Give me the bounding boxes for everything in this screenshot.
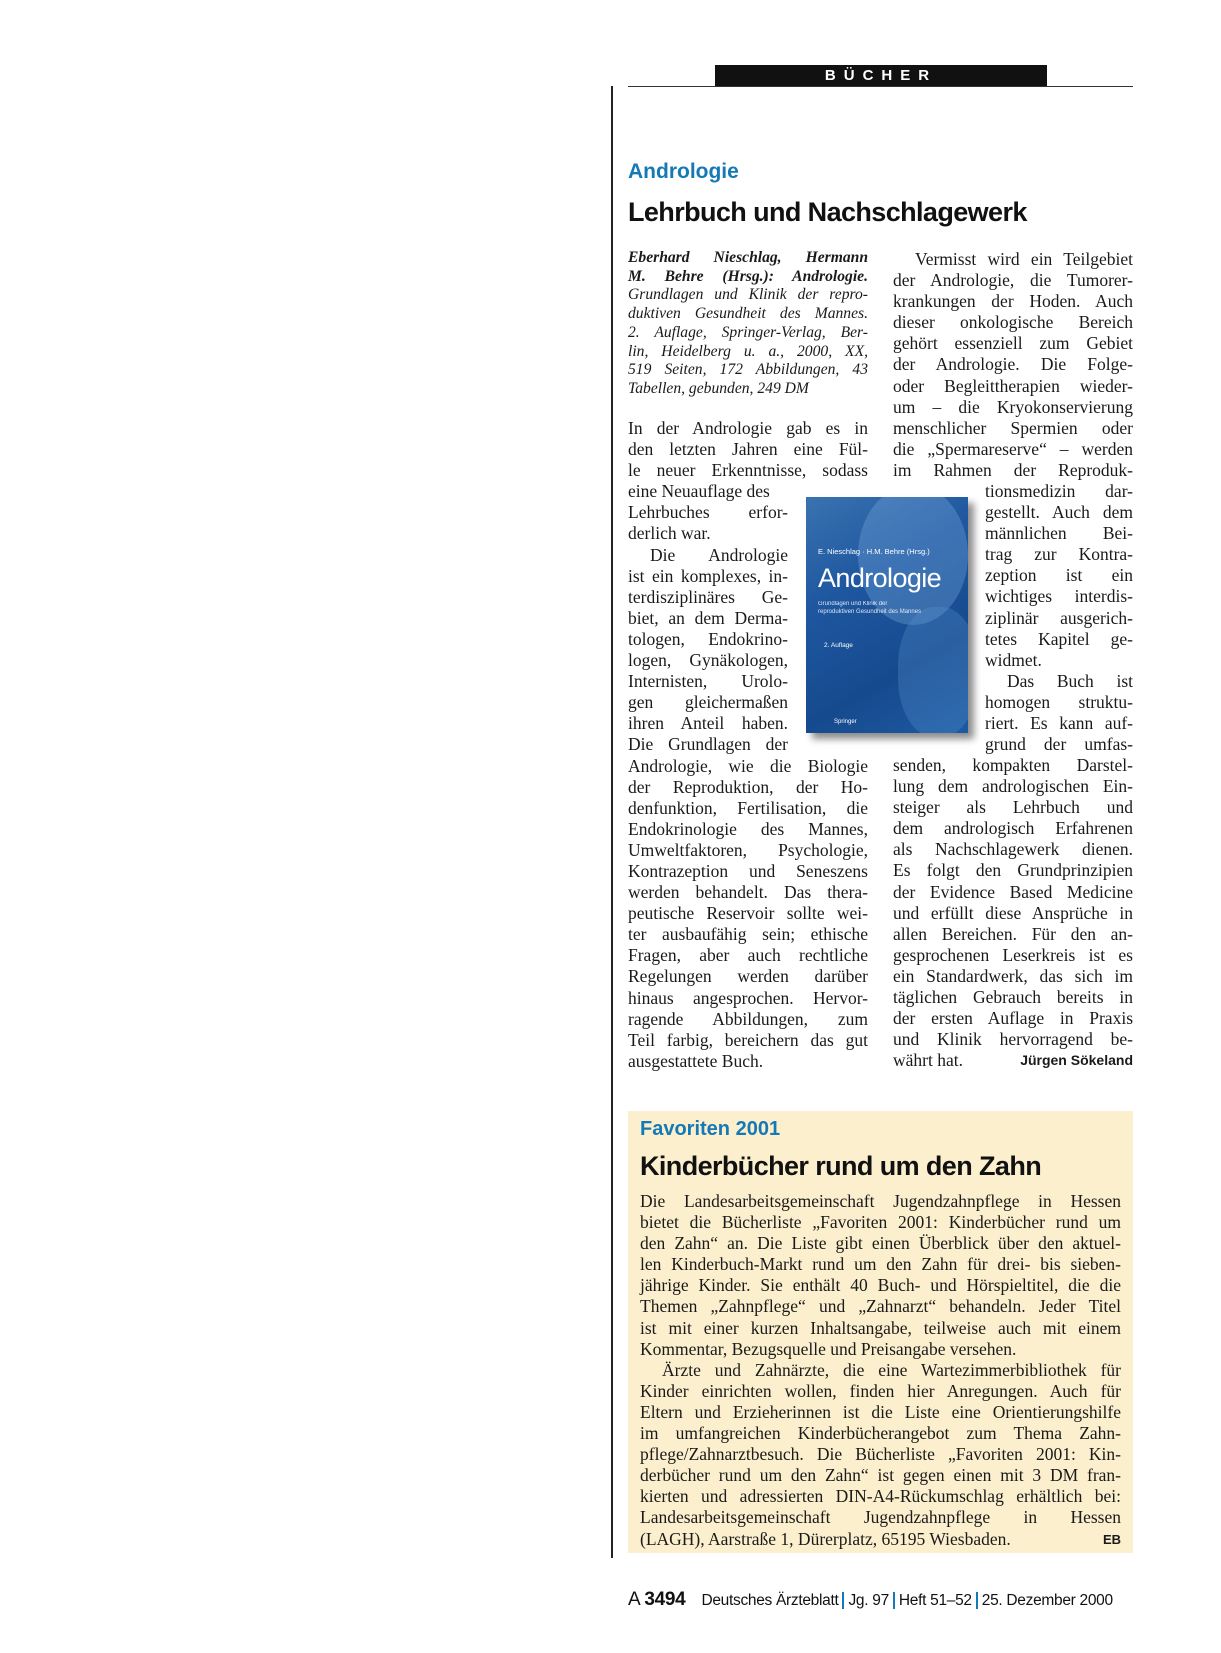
article-author: Jürgen Sökeland	[1020, 1052, 1133, 1069]
body-line: Themen „Zahnpflege“ und „Zahnarzt“ behandeln. Jeder Titel	[640, 1296, 1121, 1317]
body-line: der Reproduktion, der Ho-	[628, 776, 868, 797]
body-line: Es folgt den Grundprinzipien	[893, 860, 1133, 881]
body-line: der Evidence Based Medicine	[893, 881, 1133, 902]
body-line: Internisten, Urolo-	[628, 671, 788, 692]
body-line: Die Grundlagen der	[628, 734, 788, 755]
body-line: ist ein komplexes, in-	[628, 565, 788, 586]
body-line: len Kinderbuch-Markt rund um den Zahn für drei- bis sieben-	[640, 1254, 1121, 1275]
body-line: der Andrologie. Die Folge-	[893, 354, 1133, 375]
signature-line	[640, 1529, 1121, 1550]
body-line: homogen struktu-	[985, 691, 1133, 712]
body-line: währt hat.	[893, 1050, 963, 1071]
body-line: terdisziplinäres Ge-	[628, 586, 788, 607]
cover-title: Andrologie	[818, 563, 942, 593]
body-line: Fragen, aber auch rechtliche	[628, 945, 868, 966]
body-line: hinaus angesprochen. Hervor-	[628, 987, 868, 1008]
body-line: Teil farbig, bereichern das gut	[628, 1029, 868, 1050]
body-line: gestellt. Auch dem	[985, 502, 1133, 523]
body-line: trag zur Kontra-	[985, 544, 1133, 565]
body-line: kierten und adressierten DIN-A4-Rückumschlag erhältlich bei:	[640, 1486, 1121, 1507]
body-line: Lehrbuches erfor-	[628, 502, 788, 523]
box-body	[640, 1191, 1121, 1550]
body-line: Die Andrologie	[650, 544, 788, 565]
body-line: In der Andrologie gab es in	[628, 418, 868, 438]
body-line: senden, kompakten Darstel-	[893, 755, 1133, 775]
body-line: täglichen Gebrauch bereits in	[893, 987, 1133, 1008]
body-line: ausgestattete Buch.	[628, 1050, 764, 1071]
body-line: widmet.	[985, 649, 1042, 670]
section-tag: BÜCHER	[715, 65, 1047, 86]
body-line: lung dem andrologischen Ein-	[893, 776, 1133, 797]
footer-separator	[842, 1592, 844, 1609]
book-reference	[628, 249, 868, 399]
body-line: die „Spermareserve“ – werden	[893, 438, 1133, 459]
body-line: steiger als Lehrbuch und	[893, 797, 1133, 818]
body-line: jährige Kinder. Sie enthält 40 Buch- und Hörspieltitel, die die	[640, 1275, 1121, 1296]
body-line: tetes Kapitel ge-	[985, 628, 1133, 649]
body-line: Umweltfaktoren, Psychologie,	[628, 839, 868, 860]
cover-decoration	[898, 607, 968, 733]
body-line: biet, an dem Derma-	[628, 607, 788, 628]
body-line: ragende Abbildungen, zum	[628, 1008, 868, 1029]
body-line: dieser onkologische Bereich	[893, 312, 1133, 333]
reference-line: Grundlagen und Klinik der repro-	[628, 286, 868, 304]
body-line: tionsmedizin dar-	[985, 481, 1133, 501]
body-line: ziplinär ausgerich-	[985, 607, 1133, 628]
body-line: riert. Es kann auf-	[985, 713, 1133, 734]
journal-volume: Jg. 97	[848, 1592, 889, 1609]
body-line: ein Standardwerk, das sich im	[893, 965, 1133, 986]
body-line: den Zahn“ an. Die Liste gibt einen Überblick über den aktuel-	[640, 1233, 1121, 1254]
body-line: denfunktion, Fertilisation, die	[628, 797, 868, 818]
body-line: wichtiges interdis-	[985, 586, 1133, 607]
body-line: le neuer Erkenntnisse, sodass	[628, 460, 868, 481]
body-line: Andrologie, wie die Biologie	[628, 755, 868, 776]
body-line: Kontrazeption und Seneszens	[628, 860, 868, 881]
cover-authors: E. Nieschlag · H.M. Behre (Hrsg.)	[818, 547, 930, 556]
body-line: eine Neuauflage des	[628, 481, 770, 502]
body-line: Vermisst wird ein Teilgebiet	[915, 249, 1133, 269]
article-column-2-narrow	[985, 481, 1133, 755]
box-author: EB	[1102, 1531, 1121, 1547]
issue-date: 25. Dezember 2000	[981, 1592, 1113, 1609]
signature-line	[893, 1050, 1133, 1071]
body-line: peutische Reservoir sollte wei-	[628, 903, 868, 924]
header-rule	[628, 86, 1133, 87]
body-line: logen, Gynäkologen,	[628, 650, 788, 671]
page-footer	[628, 1589, 1133, 1611]
book-cover-image	[806, 497, 968, 733]
body-line: (LAGH), Aarstraße 1, Dürerplatz, 65195 Wiesbaden.	[640, 1528, 1011, 1549]
box-kicker: Favoriten 2001	[640, 1118, 781, 1140]
body-line: ist mit einer kurzen Inhaltsangabe, teilweise auch mit einem	[640, 1317, 1121, 1338]
body-line: im Rahmen der Reproduk-	[893, 459, 1133, 480]
body-line: ihren Anteil haben.	[628, 713, 788, 734]
body-line: gesprochenen Leserkreis ist es	[893, 944, 1133, 965]
body-line: Landesarbeitsgemeinschaft Jugendzahnpflege in Hessen	[640, 1507, 1121, 1528]
body-line: ter ausbaufähig sein; ethische	[628, 924, 868, 945]
reference-line: M. Behre (Hrsg.): Andrologie.	[628, 267, 868, 285]
journal-name: Deutsches Ärzteblatt	[701, 1592, 839, 1609]
footer-separator	[976, 1592, 978, 1609]
body-line: um – die Kryokonservierung	[893, 396, 1133, 417]
article-column-2-bottom	[893, 755, 1133, 1071]
body-line: Kommentar, Bezugsquelle und Preisangabe versehen.	[640, 1338, 1017, 1359]
column-rule-vertical	[611, 86, 613, 1558]
body-line: Eltern und Erzieherinnen ist die Liste eine Orientierungshilfe	[640, 1401, 1121, 1422]
info-box	[628, 1111, 1133, 1553]
body-line: Endokrinologie des Mannes,	[628, 818, 868, 839]
cover-edition: 2. Auflage	[824, 642, 853, 649]
body-line: im umfangreichen Kinderbücherangebot zum Thema Zahn-	[640, 1423, 1121, 1444]
reference-line: 2. Auflage, Springer-Verlag, Ber-	[628, 323, 868, 341]
cover-subtitle: Grundlagen und Klinik der reproduktiven Gesundheit des Mannes	[818, 601, 922, 615]
body-line: der Andrologie, die Tumorer-	[893, 270, 1133, 291]
article-kicker: Andrologie	[628, 160, 739, 183]
body-line: Regelungen werden darüber	[628, 966, 868, 987]
reference-line: lin, Heidelberg u. a., 2000, XX,	[628, 342, 868, 360]
body-line: den letzten Jahren eine Fül-	[628, 439, 868, 460]
box-headline: Kinderbücher rund um den Zahn	[640, 1151, 1042, 1181]
body-line: derbücher rund um den Zahn“ ist gegen einen mit 3 DM fran-	[640, 1465, 1121, 1486]
page-number: 3494	[644, 1589, 686, 1610]
body-line: gehört essenziell zum Gebiet	[893, 333, 1133, 354]
body-line: Das Buch ist	[1007, 670, 1133, 691]
body-line: und erfüllt diese Ansprüche in	[893, 902, 1133, 923]
body-line: gen gleichermaßen	[628, 692, 788, 713]
cover-publisher: Springer	[834, 719, 857, 725]
article-headline: Lehrbuch und Nachschlagewerk	[628, 197, 1027, 227]
body-line: allen Bereichen. Für den an-	[893, 923, 1133, 944]
body-line: Ärzte und Zahnärzte, die eine Wartezimmerbibliothek für	[662, 1359, 1121, 1380]
body-line: zeption ist ein	[985, 565, 1133, 586]
body-line: und Klinik hervorragend be-	[893, 1029, 1133, 1050]
body-line: bietet die Bücherliste „Favoriten 2001: Kinderbücher rund um	[640, 1212, 1121, 1233]
body-line: tologen, Endokrino-	[628, 628, 788, 649]
body-line: als Nachschlagewerk dienen.	[893, 839, 1133, 860]
body-line: dem andrologisch Erfahrenen	[893, 818, 1133, 839]
body-line: der ersten Auflage in Praxis	[893, 1008, 1133, 1029]
body-line: grund der umfas-	[985, 734, 1133, 755]
reference-line: 519 Seiten, 172 Abbildungen, 43	[628, 361, 868, 379]
footer-separator	[893, 1592, 895, 1609]
article-column-2-top	[893, 249, 1133, 481]
reference-line: Tabellen, gebunden, 249 DM	[628, 379, 809, 397]
body-line: oder Begleittherapien wieder-	[893, 375, 1133, 396]
reference-line: Eberhard Nieschlag, Hermann	[628, 249, 868, 266]
body-line: Kinder einrichten wollen, finden hier Anregungen. Auch für	[640, 1380, 1121, 1401]
body-line: werden behandelt. Das thera-	[628, 882, 868, 903]
body-line: Die Landesarbeitsgemeinschaft Jugendzahnpflege in Hessen	[640, 1191, 1121, 1211]
body-line: menschlicher Spermien oder	[893, 417, 1133, 438]
reference-line: duktiven Gesundheit des Mannes.	[628, 305, 868, 323]
body-line: männlichen Bei-	[985, 523, 1133, 544]
journal-issue: Heft 51–52	[898, 1592, 972, 1609]
body-line: derlich war.	[628, 523, 711, 544]
body-line: pflege/Zahnarztbesuch. Die Bücherliste „Favoriten 2001: Kin-	[640, 1444, 1121, 1465]
body-line: krankungen der Hoden. Auch	[893, 291, 1133, 312]
page-prefix: A	[628, 1589, 641, 1610]
